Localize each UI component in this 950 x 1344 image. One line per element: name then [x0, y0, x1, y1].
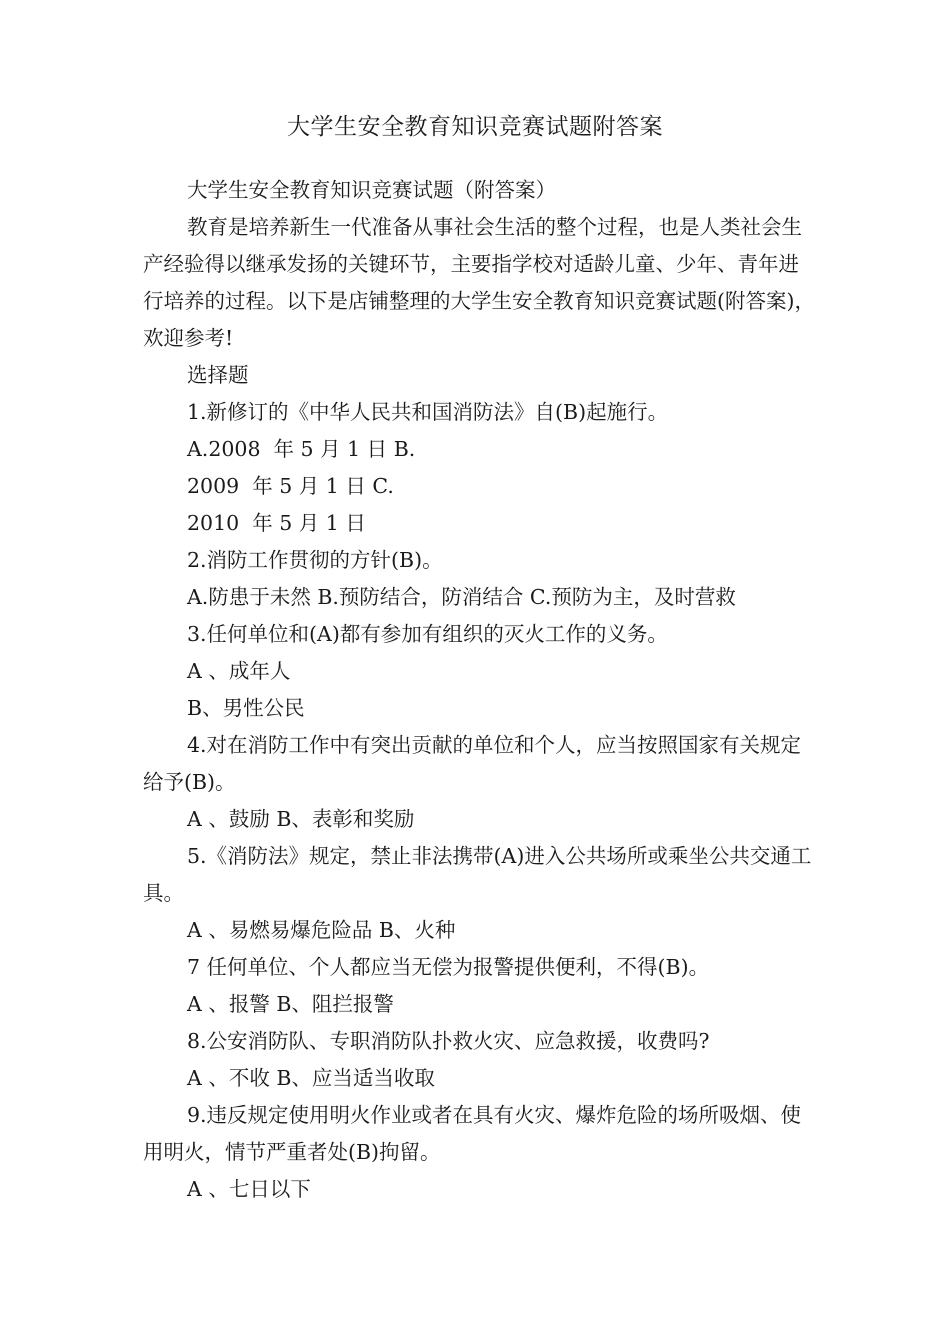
question-4-options: A 、鼓励 B、表彰和奖励 [187, 807, 415, 831]
document-title: 大学生安全教育知识竞赛试题附答案 [287, 114, 663, 140]
question-1-option-line: A.2008 年 5 月 1 日 B. [187, 437, 416, 461]
subtitle-paragraph: 大学生安全教育知识竞赛试题（附答案） [187, 178, 556, 202]
question-2-options: A.防患于未然 B.预防结合，防消结合 C.预防为主，及时营救 [187, 585, 736, 609]
question-7: 7 任何单位、个人都应当无偿为报警提供便利，不得(B)。 [187, 955, 710, 979]
question-3-option-b: B、男性公民 [187, 696, 305, 720]
question-4: 4.对在消防工作中有突出贡献的单位和个人，应当按照国家有关规定给予(B)。 [143, 733, 802, 794]
intro-paragraph: 教育是培养新生一代准备从事社会生活的整个过程，也是人类社会生产经验得以继承发扬的关键环节，主要指学校对适龄儿童、少年、青年进行培养的过程。以下是店铺整理的大学生安全教育知识竞赛试题(附答案)，欢迎参考! [143, 215, 815, 350]
question-2: 2.消防工作贯彻的方针(B)。 [187, 548, 443, 572]
question-1-option-line: 2009 年 5 月 1 日 C. [187, 474, 394, 498]
document-body [143, 172, 815, 1208]
question-8-options: A 、不收 B、应当适当收取 [187, 1066, 435, 1090]
question-7-options: A 、报警 B、阻拦报警 [187, 992, 394, 1016]
question-8: 8.公安消防队、专职消防队扑救火灾、应急救援，收费吗? [187, 1029, 710, 1053]
question-5-options: A 、易燃易爆危险品 B、火种 [187, 918, 456, 942]
question-1-option-line: 2010 年 5 月 1 日 [187, 511, 366, 535]
question-9: 9.违反规定使用明火作业或者在具有火灾、爆炸危险的场所吸烟、使用明火，情节严重者处(B)拘留。 [143, 1103, 802, 1164]
section-heading: 选择题 [187, 363, 249, 387]
question-3: 3.任何单位和(A)都有参加有组织的灭火工作的义务。 [187, 622, 668, 646]
question-9-option-a: A 、七日以下 [187, 1177, 311, 1201]
question-1: 1.新修订的《中华人民共和国消防法》自(B)起施行。 [187, 400, 669, 424]
question-5: 5.《消防法》规定，禁止非法携带(A)进入公共场所或乘坐公共交通工具。 [143, 844, 812, 905]
question-3-option-a: A 、成年人 [187, 659, 291, 683]
